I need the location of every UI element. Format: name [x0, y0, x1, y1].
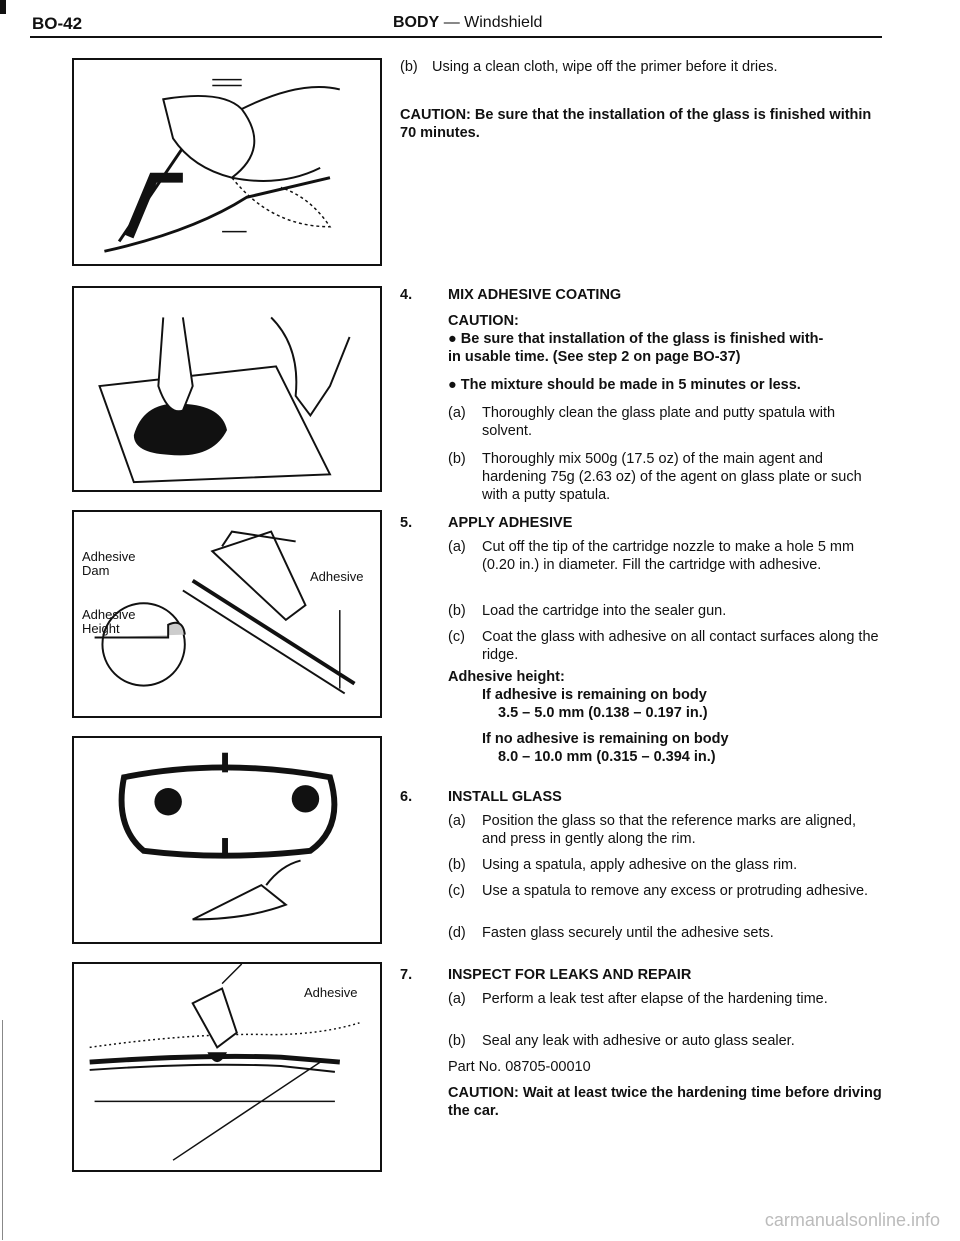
step7-title: INSPECT FOR LEAKS AND REPAIR: [448, 967, 692, 983]
step4b-label: (b): [448, 451, 466, 467]
step4-bullet-1: ● Be sure that installation of the glass is finished with- in usable time. (See step 2 on page BO-37): [448, 331, 824, 365]
adhesive-label: Adhesive: [304, 985, 358, 1000]
step7a-text: Perform a leak test after elapse of the hardening time.: [482, 991, 828, 1007]
adhesive-height-label: Adhesive Height: [82, 607, 136, 636]
page-title: [393, 14, 542, 32]
subsection-name: Windshield: [464, 14, 543, 31]
figure-install-glass: [72, 736, 382, 944]
adhesive-dam-label: Adhesive Dam: [82, 549, 136, 578]
adhesive-label: Adhesive: [310, 569, 364, 584]
watermark: carmanualsonline.info: [764, 1210, 940, 1230]
step4-title: MIX ADHESIVE COATING: [448, 287, 622, 303]
step5a-label: (a): [448, 539, 466, 555]
step6-title: INSTALL GLASS: [448, 789, 562, 805]
spec-condition-1: If adhesive is remaining on body: [482, 687, 707, 703]
step5c-text: Coat the glass with adhesive on all contact surfaces along the ridge.: [482, 629, 879, 663]
figure-leak-repair: [72, 962, 382, 1172]
step6a-label: (a): [448, 813, 466, 829]
step5b-label: (b): [448, 603, 466, 619]
figure-mix-adhesive: [72, 286, 382, 492]
spec-value-1: 3.5 – 5.0 mm (0.138 – 0.197 in.): [498, 705, 708, 721]
step6c-text: Use a spatula to remove any excess or protruding adhesive.: [482, 883, 869, 899]
part-number: Part No. 08705-00010: [448, 1059, 591, 1075]
page-edge-line: [2, 1020, 3, 1240]
header-rule: [30, 36, 882, 38]
adhesive-height-heading: Adhesive height:: [448, 669, 565, 685]
step7a-label: (a): [448, 991, 466, 1007]
step7b-text: Seal any leak with adhesive or auto glass sealer.: [482, 1033, 795, 1049]
step5c-label: (c): [448, 629, 465, 645]
section-name: BODY: [393, 14, 440, 31]
mix-adhesive-illustration: [74, 288, 380, 490]
page-number: BO-42: [32, 14, 83, 33]
figure-wipe-primer: [72, 58, 382, 266]
step5-title: APPLY ADHESIVE: [448, 515, 573, 531]
step6b-label: (b): [448, 857, 466, 873]
figure-apply-adhesive: [72, 510, 382, 718]
step7-caution: CAUTION: Wait at least twice the hardening time before driving the car.: [448, 1085, 882, 1119]
step7b-label: (b): [448, 1033, 466, 1049]
step6d-label: (d): [448, 925, 466, 941]
install-glass-illustration: [74, 738, 380, 942]
title-separator: —: [443, 14, 460, 31]
step6-number: 6.: [400, 789, 413, 805]
step6c-label: (c): [448, 883, 465, 899]
step5b-text: Load the cartridge into the sealer gun.: [482, 603, 727, 619]
spec-value-2: 8.0 – 10.0 mm (0.315 – 0.394 in.): [498, 749, 716, 765]
step4a-label: (a): [448, 405, 466, 421]
step5a-text: Cut off the tip of the cartridge nozzle to make a hole 5 mm (0.20 in.) in diameter. Fill the cartridge with adhesive.: [482, 539, 855, 573]
step3b-caution: CAUTION: Be sure that the installation of the glass is finished within 70 minutes.: [400, 107, 872, 141]
page-corner-mark: [0, 0, 6, 14]
step3b-label: (b): [400, 59, 418, 75]
step6a-text: Position the glass so that the reference marks are aligned, and press in gently along the rim.: [482, 813, 856, 847]
step6b-text: Using a spatula, apply adhesive on the glass rim.: [482, 857, 798, 873]
wipe-primer-illustration: [74, 60, 380, 264]
step5-number: 5.: [400, 515, 413, 531]
step7-number: 7.: [400, 967, 413, 983]
step4-number: 4.: [400, 287, 413, 303]
step4-caution-label: CAUTION:: [448, 313, 519, 329]
step6d-text: Fasten glass securely until the adhesive sets.: [482, 925, 774, 941]
step4-bullet-2: ● The mixture should be made in 5 minutes or less.: [448, 377, 801, 393]
step4b-text: Thoroughly mix 500g (17.5 oz) of the main agent and hardening 75g (2.63 oz) of the agent on glass plate or such with a putty spatula.: [482, 451, 862, 503]
step3b-text: Using a clean cloth, wipe off the primer before it dries.: [432, 59, 778, 75]
spec-condition-2: If no adhesive is remaining on body: [482, 731, 729, 747]
step4a-text: Thoroughly clean the glass plate and putty spatula with solvent.: [482, 405, 836, 439]
